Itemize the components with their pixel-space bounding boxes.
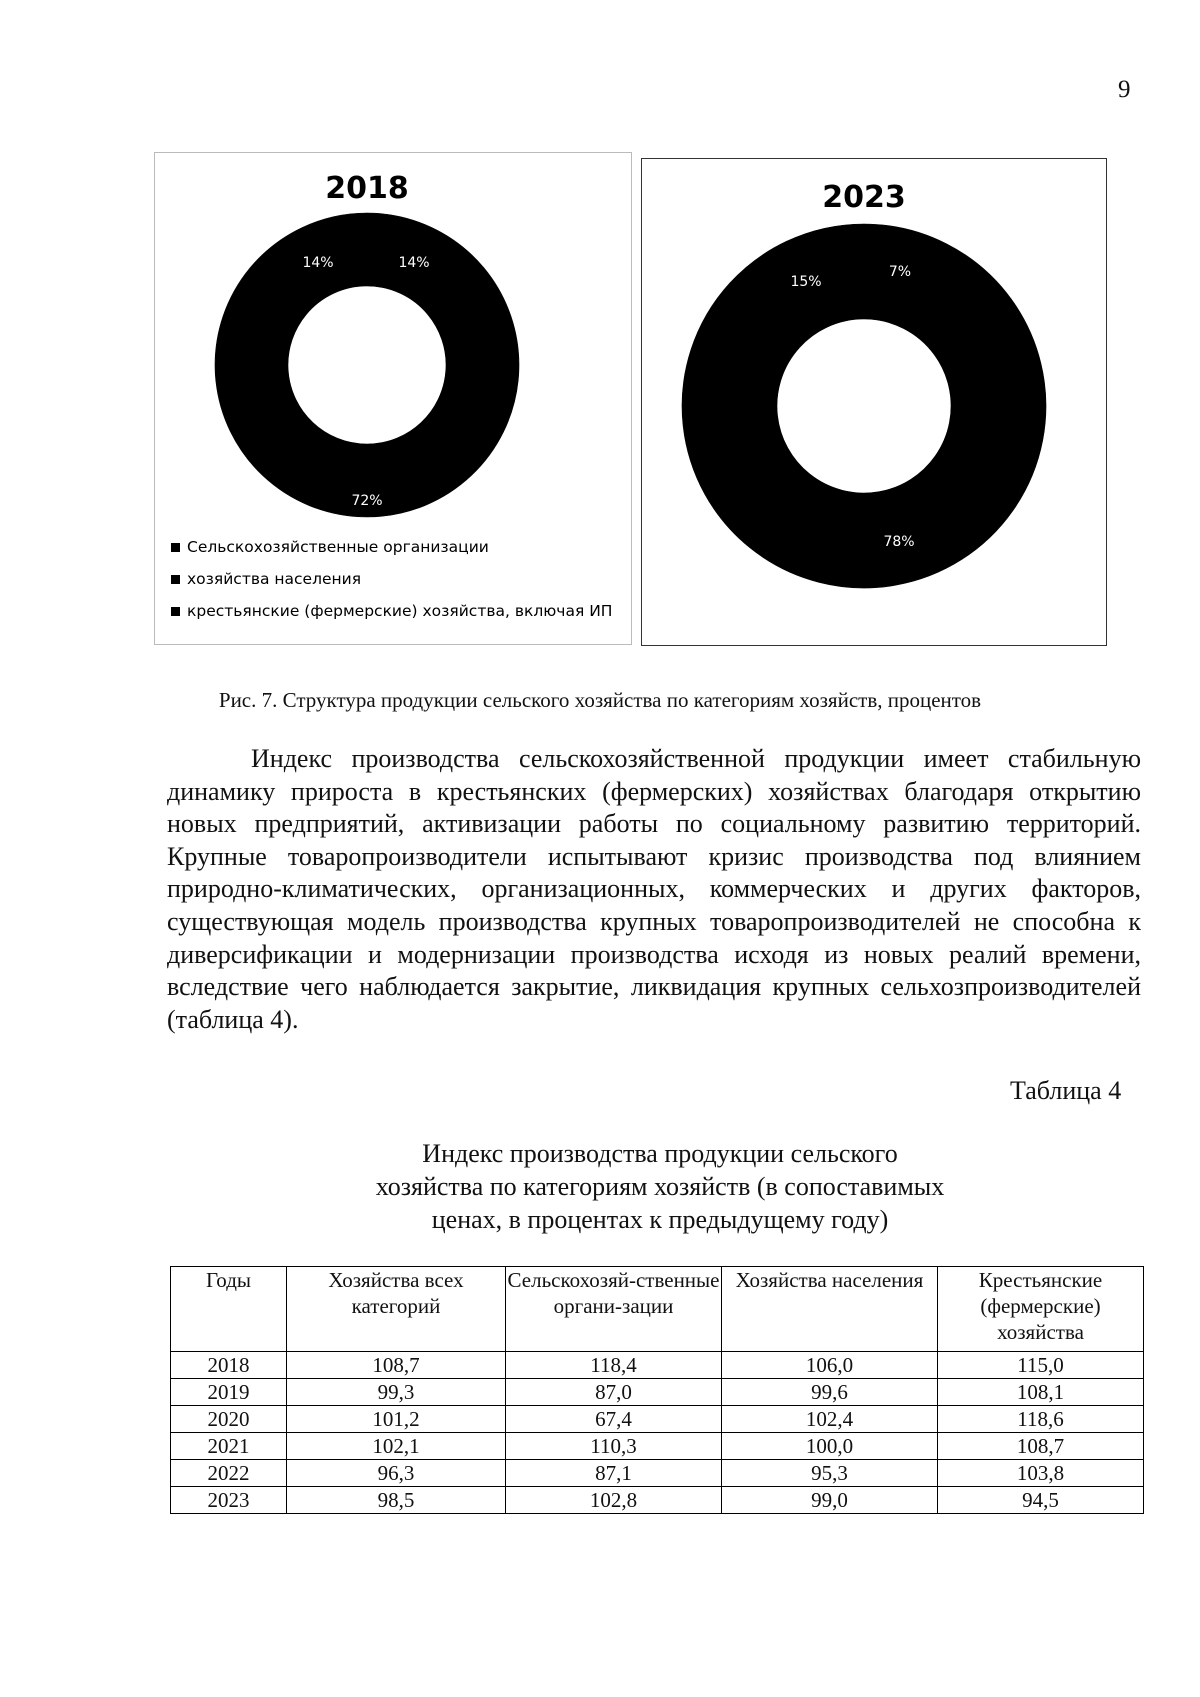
table-row — [171, 1379, 1144, 1406]
table-cell: 118,6 — [938, 1406, 1144, 1433]
table-cell: 99,0 — [722, 1487, 938, 1514]
page-number: 9 — [1118, 76, 1131, 103]
table-title-line: Индекс производства продукции сельского — [422, 1139, 898, 1168]
table-header-cell: Сельскохозяй-ственные органи-зации — [506, 1267, 722, 1352]
table-cell: 102,1 — [287, 1433, 506, 1460]
table-header-cell: Крестьянские (фермерские) хозяйства — [938, 1267, 1144, 1352]
table-header-cell: Хозяйства населения — [722, 1267, 938, 1352]
table-cell: 118,4 — [506, 1352, 722, 1379]
table-cell: 115,0 — [938, 1352, 1144, 1379]
table-cell: 106,0 — [722, 1352, 938, 1379]
legend-item — [171, 531, 612, 563]
table-title-line: хозяйства по категориям хозяйств (в сопоставимых — [375, 1172, 945, 1201]
table-cell: 95,3 — [722, 1460, 938, 1487]
table-cell: 108,7 — [287, 1352, 506, 1379]
legend-label: крестьянские (фермерские) хозяйства, включая ИП — [187, 602, 613, 620]
production-index-table — [170, 1266, 1144, 1514]
table-cell: 99,6 — [722, 1379, 938, 1406]
table-cell: 87,1 — [506, 1460, 722, 1487]
table-cell: 100,0 — [722, 1433, 938, 1460]
chart-legend — [171, 531, 612, 627]
table-row — [171, 1487, 1144, 1514]
donut-chart-2023 — [642, 159, 1106, 645]
table-label: Таблица 4 — [1010, 1076, 1122, 1105]
table-header-row — [171, 1267, 1144, 1352]
table-cell: 103,8 — [938, 1460, 1144, 1487]
table-cell: 96,3 — [287, 1460, 506, 1487]
table-header-cell: Годы — [171, 1267, 287, 1352]
table-title — [300, 1137, 1020, 1236]
table-cell: 2021 — [171, 1433, 287, 1460]
table-cell: 2018 — [171, 1352, 287, 1379]
table-cell: 98,5 — [287, 1487, 506, 1514]
table-cell: 110,3 — [506, 1433, 722, 1460]
table-row — [171, 1406, 1144, 1433]
table-cell: 102,4 — [722, 1406, 938, 1433]
pct-label: 72% — [351, 493, 383, 509]
legend-label: хозяйства населения — [187, 570, 362, 588]
pct-label: 15% — [790, 274, 822, 290]
table-cell: 108,7 — [938, 1433, 1144, 1460]
pct-label: 78% — [883, 534, 915, 550]
pct-label: 7% — [888, 264, 912, 280]
table-row — [171, 1433, 1144, 1460]
table-cell: 2022 — [171, 1460, 287, 1487]
chart-title: 2018 — [325, 171, 409, 206]
table-cell: 67,4 — [506, 1406, 722, 1433]
legend-swatch — [171, 543, 180, 552]
table-cell: 99,3 — [287, 1379, 506, 1406]
table-cell: 2019 — [171, 1379, 287, 1406]
legend-item — [171, 595, 612, 627]
table-cell: 101,2 — [287, 1406, 506, 1433]
donut-slice — [215, 268, 519, 517]
body-paragraph: Индекс производства сельскохозяйственной продукции имеет стабильную динамику прироста в крестьянских (фермерских) хозяйствах благодаря открытию новых предприятий, активизации работы по социальному развитию территорий. Крупные товаропроизводители испытывают кризис производства под влиянием природно-климатических, организационных, коммерческих и других факторов, существующая модель производства крупных товаропроизводителей не способна к диверсификации и модернизации производства исходя из новых реалий времени, вследствие чего наблюдается закрытие, ликвидация крупных сельхозпроизводителей (таблица 4). — [167, 744, 1141, 1034]
table-cell: 2020 — [171, 1406, 287, 1433]
legend-label: Сельскохозяйственные организации — [187, 538, 489, 556]
table-row — [171, 1460, 1144, 1487]
chart-title: 2023 — [822, 180, 906, 215]
chart-2018 — [154, 152, 632, 645]
table-cell: 87,0 — [506, 1379, 722, 1406]
figure-caption: Рис. 7. Структура продукции сельского хозяйства по категориям хозяйств, процентов — [218, 688, 982, 712]
table-row — [171, 1352, 1144, 1379]
table-header-cell: Хозяйства всех категорий — [287, 1267, 506, 1352]
table-cell: 2023 — [171, 1487, 287, 1514]
legend-swatch — [171, 607, 180, 616]
chart-2023 — [641, 158, 1107, 646]
table-cell: 94,5 — [938, 1487, 1144, 1514]
legend-item — [171, 563, 612, 595]
table-cell: 102,8 — [506, 1487, 722, 1514]
legend-swatch — [171, 575, 180, 584]
pct-label: 14% — [398, 255, 430, 271]
table-title-line: ценах, в процентах к предыдущему году) — [431, 1205, 889, 1234]
table-cell: 108,1 — [938, 1379, 1144, 1406]
pct-label: 14% — [302, 255, 334, 271]
